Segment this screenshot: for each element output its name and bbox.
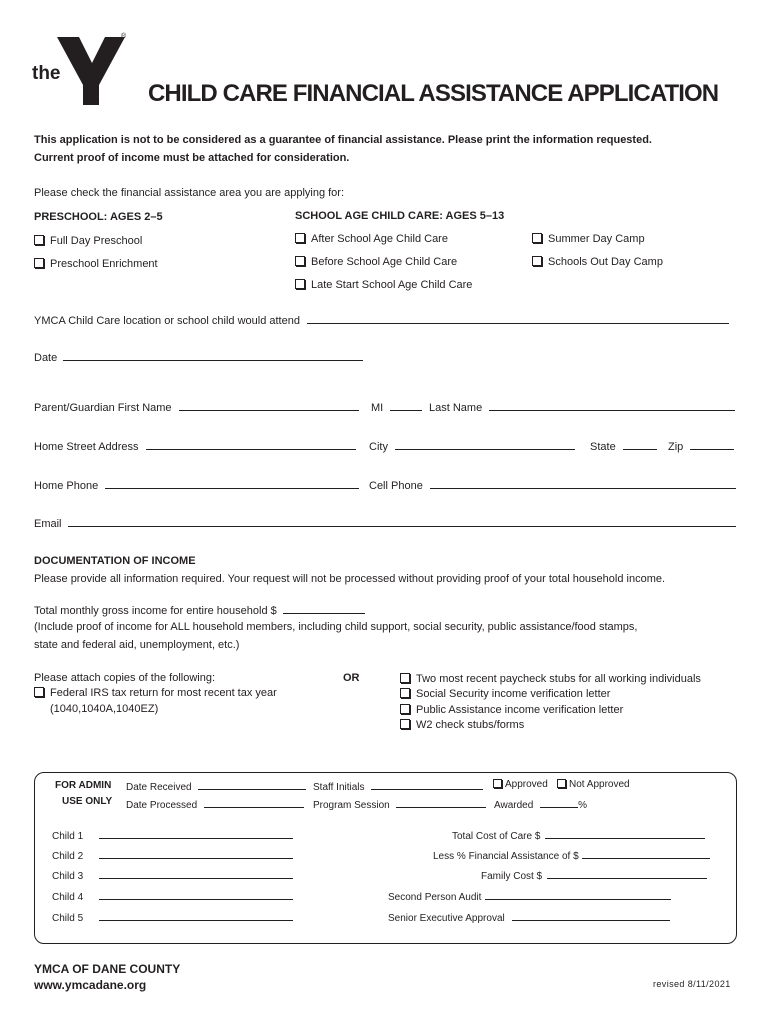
- irs-forms-note: (1040,1040A,1040EZ): [50, 703, 159, 715]
- second-audit-field[interactable]: [388, 889, 671, 903]
- logo-ymca-text: YMCA: [98, 82, 114, 101]
- income-include-1: (Include proof of income for ALL household members, including child support, social security, public assistance/food stamps,: [34, 621, 638, 633]
- option-label: Schools Out Day Camp: [548, 256, 663, 268]
- awarded-line[interactable]: [540, 797, 578, 808]
- child-2-field[interactable]: [52, 848, 293, 862]
- option-label: Public Assistance income verification letter: [416, 704, 624, 716]
- location-line[interactable]: [307, 313, 729, 324]
- checkbox[interactable]: [34, 687, 44, 697]
- option-summer-day-camp[interactable]: [532, 233, 645, 245]
- street-field[interactable]: [34, 439, 356, 453]
- option-label: Preschool Enrichment: [50, 258, 158, 270]
- logo-y-mark: [57, 33, 129, 108]
- checkbox[interactable]: [532, 256, 542, 266]
- income-notice: Please provide all information required. Your request will not be processed without providing proof of your total household income.: [34, 573, 666, 585]
- checkbox[interactable]: [493, 779, 502, 788]
- field-label: Child 1: [52, 831, 84, 842]
- percent-sign: %: [578, 800, 587, 811]
- date-field[interactable]: [34, 350, 363, 364]
- field-label: City: [369, 441, 388, 453]
- field-label: Home Street Address: [34, 441, 139, 453]
- family-cost-field[interactable]: [481, 868, 707, 882]
- field-label: Second Person Audit: [388, 892, 482, 903]
- option-label: Social Security income verification letter: [416, 688, 611, 700]
- field-label: Child 4: [52, 892, 84, 903]
- attach-prompt: Please attach copies of the following:: [34, 672, 216, 684]
- first-name-line[interactable]: [179, 400, 359, 411]
- field-label: Program Session: [313, 800, 390, 811]
- child-3-field[interactable]: [52, 868, 293, 882]
- email-line[interactable]: [68, 516, 736, 527]
- checkbox[interactable]: [400, 673, 410, 683]
- mi-field[interactable]: [371, 400, 422, 414]
- zip-field[interactable]: [668, 439, 734, 453]
- option-paycheck-stubs[interactable]: [400, 673, 701, 685]
- home-phone-line[interactable]: [105, 478, 359, 489]
- field-label: Family Cost $: [481, 871, 543, 882]
- child-line[interactable]: [99, 889, 293, 900]
- option-label: Approved: [505, 779, 548, 790]
- field-label: Email: [34, 518, 62, 530]
- location-field[interactable]: [34, 313, 729, 327]
- option-social-security[interactable]: [400, 688, 610, 700]
- option-label: Federal IRS tax return for most recent tax year: [50, 687, 277, 699]
- option-label: After School Age Child Care: [311, 233, 448, 245]
- cell-phone-field[interactable]: [369, 478, 736, 492]
- field-label: Zip: [668, 441, 684, 453]
- program-session-line[interactable]: [396, 797, 486, 808]
- option-after-school[interactable]: [295, 233, 448, 245]
- for-admin-label: FOR ADMIN: [55, 780, 112, 791]
- senior-approval-line[interactable]: [512, 910, 670, 921]
- field-label: Parent/Guardian First Name: [34, 402, 172, 414]
- field-label: Date Received: [126, 782, 192, 793]
- option-before-school[interactable]: [295, 256, 457, 268]
- ymca-logo: [30, 33, 130, 108]
- checkbox[interactable]: [34, 258, 44, 268]
- city-field[interactable]: [369, 439, 575, 453]
- last-name-line[interactable]: [489, 400, 735, 411]
- option-schools-out-day-camp[interactable]: [532, 256, 663, 268]
- option-label: Not Approved: [569, 779, 630, 790]
- staff-initials-field[interactable]: [313, 779, 483, 793]
- field-label: Last Name: [429, 402, 483, 414]
- area-prompt: Please check the financial assistance area you are applying for:: [34, 187, 345, 199]
- option-label: Late Start School Age Child Care: [311, 279, 473, 291]
- email-field[interactable]: [34, 516, 736, 530]
- option-preschool-enrichment[interactable]: [34, 258, 158, 270]
- child-4-field[interactable]: [52, 889, 293, 903]
- option-label: Two most recent paycheck stubs for all working individuals: [416, 673, 701, 685]
- approved-option[interactable]: [493, 779, 548, 790]
- or-label: OR: [343, 672, 360, 684]
- page-title: CHILD CARE FINANCIAL ASSISTANCE APPLICATION: [148, 80, 719, 107]
- second-audit-line[interactable]: [485, 889, 671, 900]
- program-session-field[interactable]: [313, 797, 486, 811]
- field-label: Date: [34, 352, 58, 364]
- checkbox[interactable]: [295, 279, 305, 289]
- child-1-field[interactable]: [52, 828, 293, 842]
- street-line[interactable]: [146, 439, 356, 450]
- field-label: Child 3: [52, 871, 84, 882]
- checkbox[interactable]: [557, 779, 566, 788]
- intro-line-2: Current proof of income must be attached for consideration.: [34, 152, 350, 164]
- checkbox[interactable]: [400, 688, 410, 698]
- not-approved-option[interactable]: [557, 779, 630, 790]
- child-line[interactable]: [99, 868, 293, 879]
- gross-income-line[interactable]: [283, 603, 365, 614]
- admin-box: [34, 772, 737, 944]
- field-label: MI: [371, 402, 384, 414]
- first-name-field[interactable]: [34, 400, 359, 414]
- home-phone-field[interactable]: [34, 478, 359, 492]
- use-only-label: USE ONLY: [62, 796, 113, 807]
- field-label: Senior Executive Approval: [388, 913, 505, 924]
- field-label: Staff Initials: [313, 782, 365, 793]
- child-line[interactable]: [99, 848, 293, 859]
- option-late-start[interactable]: [295, 279, 472, 291]
- cell-phone-line[interactable]: [430, 478, 736, 489]
- last-name-field[interactable]: [429, 400, 735, 414]
- child-line[interactable]: [99, 828, 293, 839]
- less-fa-field[interactable]: [433, 848, 710, 862]
- awarded-field[interactable]: [494, 797, 587, 811]
- field-label: Home Phone: [34, 480, 99, 492]
- option-w2-stubs[interactable]: [400, 719, 524, 731]
- option-label: Full Day Preschool: [50, 235, 143, 247]
- field-label: YMCA Child Care location or school child would attend: [34, 315, 300, 327]
- field-label: Less % Financial Assistance of $: [433, 851, 579, 862]
- total-cost-line[interactable]: [545, 828, 705, 839]
- city-line[interactable]: [395, 439, 575, 450]
- state-field[interactable]: [590, 439, 657, 453]
- footer-org: YMCA OF DANE COUNTY: [34, 962, 181, 976]
- option-label: Summer Day Camp: [548, 233, 645, 245]
- option-label: Before School Age Child Care: [311, 256, 458, 268]
- state-line[interactable]: [623, 439, 657, 450]
- date-received-field[interactable]: [126, 779, 306, 793]
- preschool-heading: PRESCHOOL: AGES 2–5: [34, 211, 163, 223]
- income-include-2: state and federal aid, unemployment, etc.): [34, 639, 240, 651]
- date-line[interactable]: [63, 350, 363, 361]
- child-line[interactable]: [99, 910, 293, 921]
- field-label: State: [590, 441, 616, 453]
- less-fa-line[interactable]: [582, 848, 710, 859]
- checkbox[interactable]: [34, 235, 44, 245]
- checkbox[interactable]: [295, 256, 305, 266]
- field-label: Date Processed: [126, 800, 198, 811]
- gross-income-field[interactable]: [34, 603, 365, 617]
- total-cost-field[interactable]: [452, 828, 705, 842]
- logo-the-text: the: [32, 63, 61, 84]
- senior-approval-field[interactable]: [388, 910, 670, 924]
- school-age-heading: SCHOOL AGE CHILD CARE: AGES 5–13: [295, 210, 505, 222]
- field-label: Child 2: [52, 851, 84, 862]
- checkbox[interactable]: [400, 719, 410, 729]
- checkbox[interactable]: [532, 233, 542, 243]
- family-cost-line[interactable]: [547, 868, 707, 879]
- zip-line[interactable]: [690, 439, 734, 450]
- child-5-field[interactable]: [52, 910, 293, 924]
- checkbox[interactable]: [295, 233, 305, 243]
- field-label: Total monthly gross income for entire household $: [34, 605, 277, 617]
- field-label: Awarded: [494, 800, 534, 811]
- income-heading: DOCUMENTATION OF INCOME: [34, 555, 196, 567]
- field-label: Total Cost of Care $: [452, 831, 541, 842]
- footer-url[interactable]: www.ymcadane.org: [34, 978, 147, 992]
- option-full-day-preschool[interactable]: [34, 235, 142, 247]
- option-label: W2 check stubs/forms: [416, 719, 525, 731]
- date-processed-field[interactable]: [126, 797, 304, 811]
- date-received-line[interactable]: [198, 779, 306, 790]
- field-label: Child 5: [52, 913, 84, 924]
- checkbox[interactable]: [400, 704, 410, 714]
- date-processed-line[interactable]: [204, 797, 304, 808]
- intro-line-1: This application is not to be considered as a guarantee of financial assistance. Please print the information requested.: [34, 134, 652, 146]
- field-label: Cell Phone: [369, 480, 423, 492]
- option-public-assistance[interactable]: [400, 704, 623, 716]
- staff-initials-line[interactable]: [371, 779, 483, 790]
- logo-registered-mark: ®: [121, 33, 127, 40]
- mi-line[interactable]: [390, 400, 422, 411]
- option-irs-tax-return[interactable]: [34, 687, 277, 699]
- footer-revised: revised 8/11/2021: [653, 979, 731, 989]
